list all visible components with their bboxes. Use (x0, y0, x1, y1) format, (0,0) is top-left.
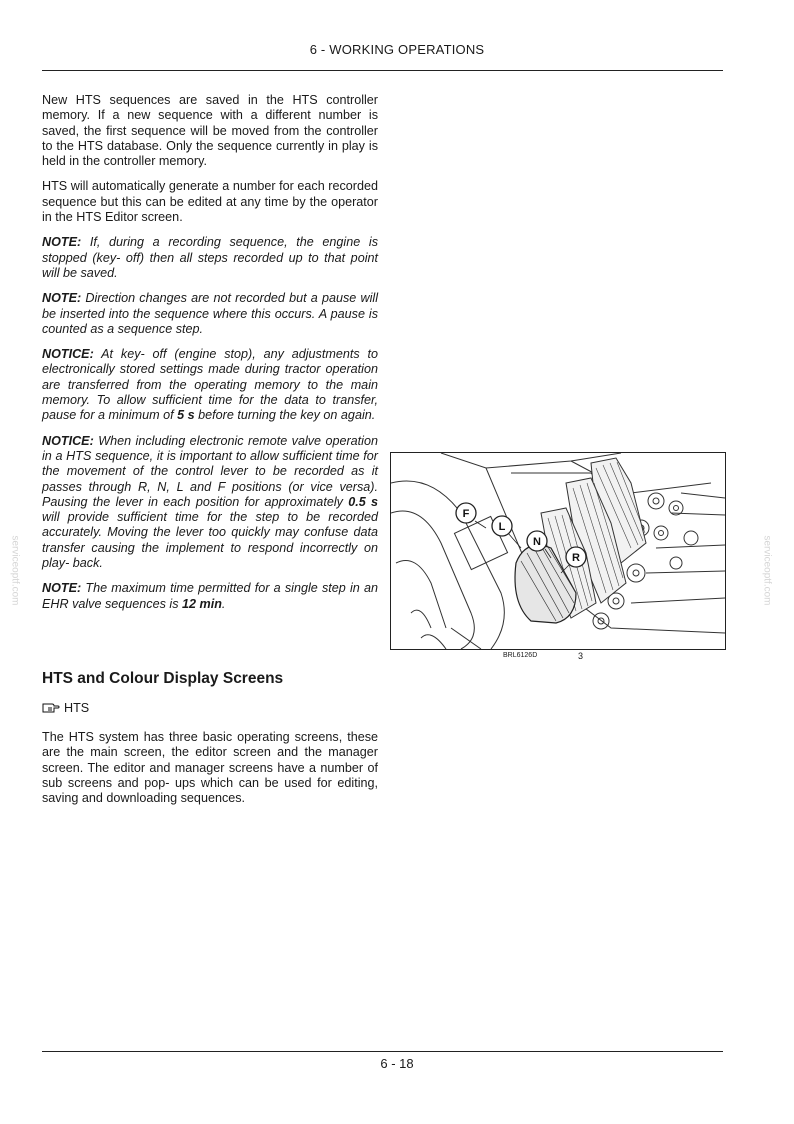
page-number: 6 - 18 (380, 1056, 414, 1071)
position-n-label: N (533, 536, 541, 548)
note-key-off: NOTE: If, during a recording sequence, the engine is stopped (key- off) then all steps recorded up to that point will be saved. (42, 235, 378, 280)
cross-reference[interactable] (42, 701, 89, 715)
header-rule (42, 70, 723, 71)
position-r-label: R (572, 552, 580, 564)
lever-illustration (390, 452, 726, 650)
lever-drawing (391, 453, 725, 649)
section-title: HTS and Colour Display Screens (42, 670, 284, 687)
figure-number: 3 (578, 651, 584, 661)
page-header: 6 - WORKING OPERATIONS (309, 42, 485, 57)
paragraph-numbering: HTS will automatically generate a number for each recorded sequence but this can be edited at any time by the operator in the HTS Editor screen. (42, 179, 378, 225)
notice-remote-valve: NOTICE: When including electronic remote valve operation in a HTS sequence, it is important to allow sufficient time for the movement of the control lever to be recorded as it passes through R, N, L and F positions (or vice versa). Pausing the lever in each position for approximately 0.5 s will provide sufficient time for the step to be recorded accurately. Moving the lever too quickly may confuse data transfer causing the implement to respond incorrectly on play- back. (42, 433, 378, 571)
position-f-label: F (462, 508, 470, 520)
cross-reference-label: HTS (64, 701, 90, 715)
watermark-left: serviceoptf.com (9, 535, 21, 606)
notice-memory-transfer: NOTICE: At key- off (engine stop), any adjustments to electronically stored settings made during tractor operation are transferred from the operating memory to the main memory. To allow sufficient time for the data to transfer, pause for a minimum of 5 s before turning the key on again. (42, 347, 378, 423)
position-l-label: L (498, 521, 506, 533)
note-max-time: NOTE: The maximum time permitted for a single step in an EHR valve sequences is 12 min. (42, 581, 378, 611)
figure-caption: BRL6126D (503, 652, 538, 659)
pointing-hand-icon (42, 702, 60, 714)
note-direction: NOTE: Direction changes are not recorded but a pause will be inserted into the sequence where this occurs. A pause is counted as a sequence step. (42, 291, 378, 336)
footer-rule (42, 1051, 723, 1052)
paragraph-memory: New HTS sequences are saved in the HTS controller memory. If a new sequence with a different number is saved, the first sequence will be moved from the controller to the HTS database. Only the sequence currently in play is held in the controller memory. (42, 93, 378, 169)
section-body: The HTS system has three basic operating screens, these are the main screen, the editor screen and the manager screen. The editor and manager screens have a number of sub screens and pop- ups which can be used for editing, saving and downloading sequences. (42, 730, 378, 806)
text-column (42, 93, 378, 622)
watermark-right: serviceoptf.com (761, 535, 773, 606)
